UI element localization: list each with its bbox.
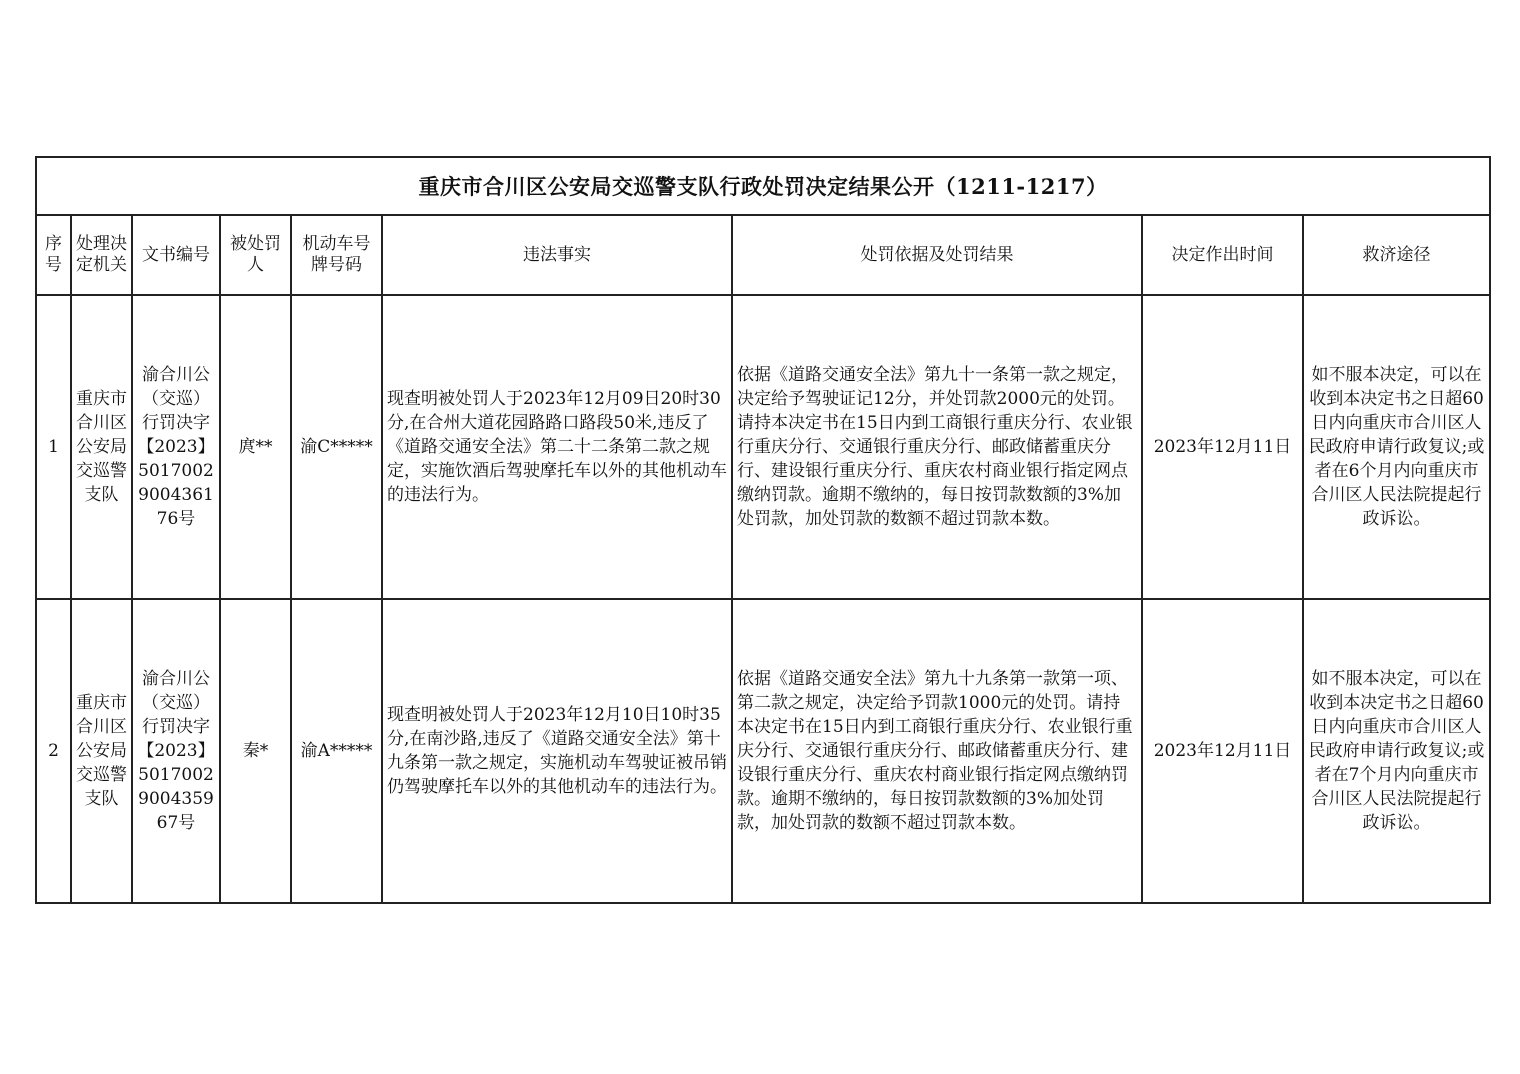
row-doc-no: 渝合川公（交巡）行罚决字【2023】5017002900435967号 (132, 599, 220, 903)
header-plate: 机动车号牌号码 (291, 215, 382, 295)
table-row (36, 295, 1490, 599)
row-date: 2023年12月11日 (1142, 295, 1303, 599)
row-authority: 重庆市合川区公安局交巡警支队 (71, 599, 132, 903)
row-authority: 重庆市合川区公安局交巡警支队 (71, 295, 132, 599)
header-doc-no: 文书编号 (132, 215, 220, 295)
row-remedy: 如不服本决定，可以在收到本决定书之日超60日内向重庆市合川区人民政府申请行政复议;或者在6个月内向重庆市合川区人民法院提起行政诉讼。 (1303, 295, 1490, 599)
row-remedy: 如不服本决定，可以在收到本决定书之日超60日内向重庆市合川区人民政府申请行政复议;或者在7个月内向重庆市合川区人民法院提起行政诉讼。 (1303, 599, 1490, 903)
row-seq: 1 (36, 295, 71, 599)
row-plate: 渝A***** (291, 599, 382, 903)
row-facts: 现查明被处罚人于2023年12月09日20时30分,在合州大道花园路路口路段50米,违反了《道路交通安全法》第二十二条第二款之规定，实施饮酒后驾驶摩托车以外的其他机动车的违法行为。 (382, 295, 732, 599)
row-date: 2023年12月11日 (1142, 599, 1303, 903)
row-doc-no: 渝合川公（交巡）行罚决字【2023】5017002900436176号 (132, 295, 220, 599)
header-date: 决定作出时间 (1142, 215, 1303, 295)
row-basis: 依据《道路交通安全法》第九十一条第一款之规定，决定给予驾驶证记12分，并处罚款2000元的处罚。请持本决定书在15日内到工商银行重庆分行、农业银行重庆分行、交通银行重庆分行、邮政储蓄重庆分行、建设银行重庆分行、重庆农村商业银行指定网点缴纳罚款。逾期不缴纳的，每日按罚款数额的3%加处罚款，加处罚款的数额不超过罚款本数。 (732, 295, 1142, 599)
row-plate: 渝C***** (291, 295, 382, 599)
table-title: 重庆市合川区公安局交巡警支队行政处罚决定结果公开（1211-1217） (36, 157, 1490, 215)
row-person: 秦* (220, 599, 291, 903)
header-row (36, 215, 1490, 295)
row-seq: 2 (36, 599, 71, 903)
header-remedy: 救济途径 (1303, 215, 1490, 295)
row-facts: 现查明被处罚人于2023年12月10日10时35分,在南沙路,违反了《道路交通安全法》第十九条第一款之规定，实施机动车驾驶证被吊销仍驾驶摩托车以外的其他机动车的违法行为。 (382, 599, 732, 903)
header-seq: 序号 (36, 215, 71, 295)
header-person: 被处罚人 (220, 215, 291, 295)
penalty-table (35, 156, 1491, 904)
row-basis: 依据《道路交通安全法》第九十九条第一款第一项、第二款之规定，决定给予罚款1000元的处罚。请持本决定书在15日内到工商银行重庆分行、农业银行重庆分行、交通银行重庆分行、邮政储蓄重庆分行、建设银行重庆分行、重庆农村商业银行指定网点缴纳罚款。逾期不缴纳的，每日按罚款数额的3%加处罚款，加处罚款的数额不超过罚款本数。 (732, 599, 1142, 903)
table-row (36, 599, 1490, 903)
header-facts: 违法事实 (382, 215, 732, 295)
header-basis: 处罚依据及处罚结果 (732, 215, 1142, 295)
header-authority: 处理决定机关 (71, 215, 132, 295)
row-person: 庹** (220, 295, 291, 599)
